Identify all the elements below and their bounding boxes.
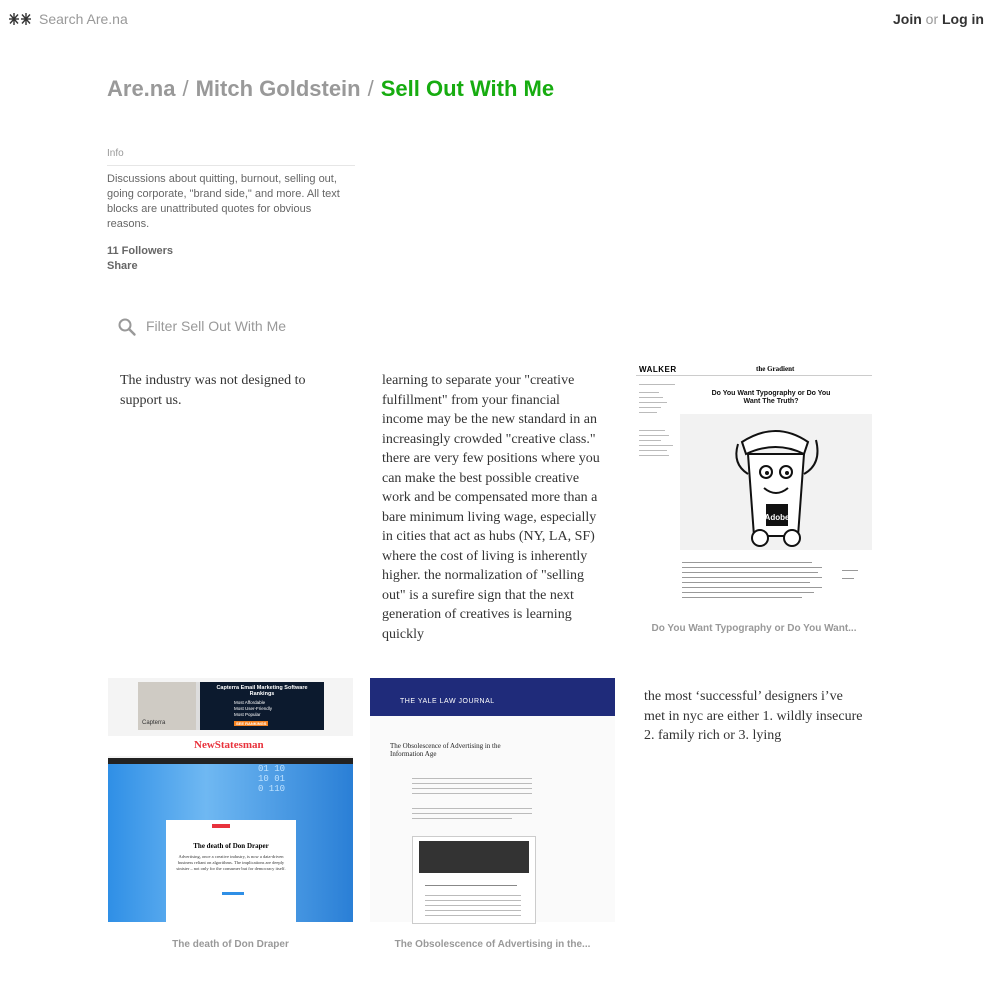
thumb-site-logo: NewStatesman — [194, 739, 264, 751]
thumb-ad-item: Most User-Friendly — [234, 706, 273, 711]
thumb-hero-image: 01 10 10 01 0 110 — [108, 764, 353, 922]
image-block[interactable] — [370, 678, 615, 922]
info-header: Info — [107, 148, 355, 166]
breadcrumb-channel[interactable]: Sell Out With Me — [380, 76, 555, 101]
thumb-headline: The death of Don Draper — [193, 842, 269, 850]
followers-link[interactable]: 11 Followers — [107, 245, 174, 257]
global-search-input[interactable]: Search Are.na — [39, 11, 128, 27]
breadcrumb — [107, 76, 554, 102]
thumb-headline: Do You Want Typography or Do You Want The Truth? — [711, 390, 831, 405]
thumb-ad-item: Most Affordable — [234, 700, 266, 705]
thumb-headline: The Obsolescence of Advertising in the Information Age — [390, 742, 501, 758]
thumb-header — [636, 364, 872, 376]
block-caption[interactable]: Do You Want Typography or Do You Want... — [651, 623, 857, 634]
image-block[interactable] — [108, 678, 353, 922]
breadcrumb-separator: / — [367, 76, 374, 101]
text-block[interactable]: learning to separate your "creative fulfillment" from your financial income may be the new standard in an increasingly crowded "creative class." there are very few positions where you can make the best possible creative work and be compensated more than a bare minimum living wage, especially in cities that act as hubs (NY, LA, SF) where the cost of living is inherently higher. the normalization of "selling out" is a surefire sign that the next generation of creatives is learning quickly — [382, 373, 600, 642]
thumb-site-logo: THE YALE LAW JOURNAL — [400, 698, 495, 705]
text-block[interactable]: the most ‘successful’ designers i’ve met in nyc are either 1. wildly insecure 2. family rich or 3. lying — [644, 689, 863, 743]
thumb-site-logo: WALKER — [639, 365, 677, 374]
auth-links — [893, 11, 984, 27]
breadcrumb-root[interactable]: Are.na — [107, 76, 176, 101]
thumb-ad-button: SEE RANKINGS — [236, 721, 267, 726]
or-text: or — [925, 11, 939, 27]
thumb-ad — [138, 682, 324, 730]
thumb-mascot-label: Adobe — [764, 513, 790, 522]
thumb-dek: Advertising, once a creative industry, is now a data-driven business reliant on algorithms. The implications are deeply sinister – not only for the consumer but for democracy itself. — [176, 854, 286, 871]
share-link[interactable]: Share — [107, 260, 138, 272]
thumb-site-header — [108, 736, 353, 756]
block-caption[interactable]: The death of Don Draper — [172, 939, 289, 950]
login-link[interactable]: Log in — [942, 11, 984, 27]
thumb-publication: the Gradient — [756, 365, 795, 373]
breadcrumb-separator: / — [182, 76, 189, 101]
block-caption[interactable]: The Obsolescence of Advertising in the... — [394, 939, 591, 950]
image-block[interactable] — [636, 364, 872, 604]
search-icon — [118, 318, 136, 336]
thumb-site-header — [370, 678, 615, 716]
top-bar — [0, 0, 1000, 40]
arena-logo-icon[interactable] — [8, 11, 32, 27]
thumb-article-card — [166, 820, 296, 922]
text-block[interactable]: The industry was not designed to support us. — [120, 373, 306, 408]
thumb-ad-item: Most Popular — [234, 712, 261, 717]
trash-can-illustration — [680, 414, 872, 550]
breadcrumb-user[interactable]: Mitch Goldstein — [195, 76, 361, 101]
channel-info — [107, 148, 355, 274]
filter-input[interactable] — [144, 316, 408, 336]
channel-filter — [118, 316, 418, 338]
channel-description: Discussions about quitting, burnout, selling out, going corporate, "brand side," and more. All text blocks are unattributed quotes for obvious reasons. — [107, 173, 340, 230]
thumb-ad-title: Capterra Email Marketing Software Rankings — [216, 685, 308, 697]
thumb-ad-brand: Capterra — [142, 720, 166, 726]
join-link[interactable]: Join — [892, 11, 922, 27]
thumb-journal-page — [412, 836, 536, 924]
